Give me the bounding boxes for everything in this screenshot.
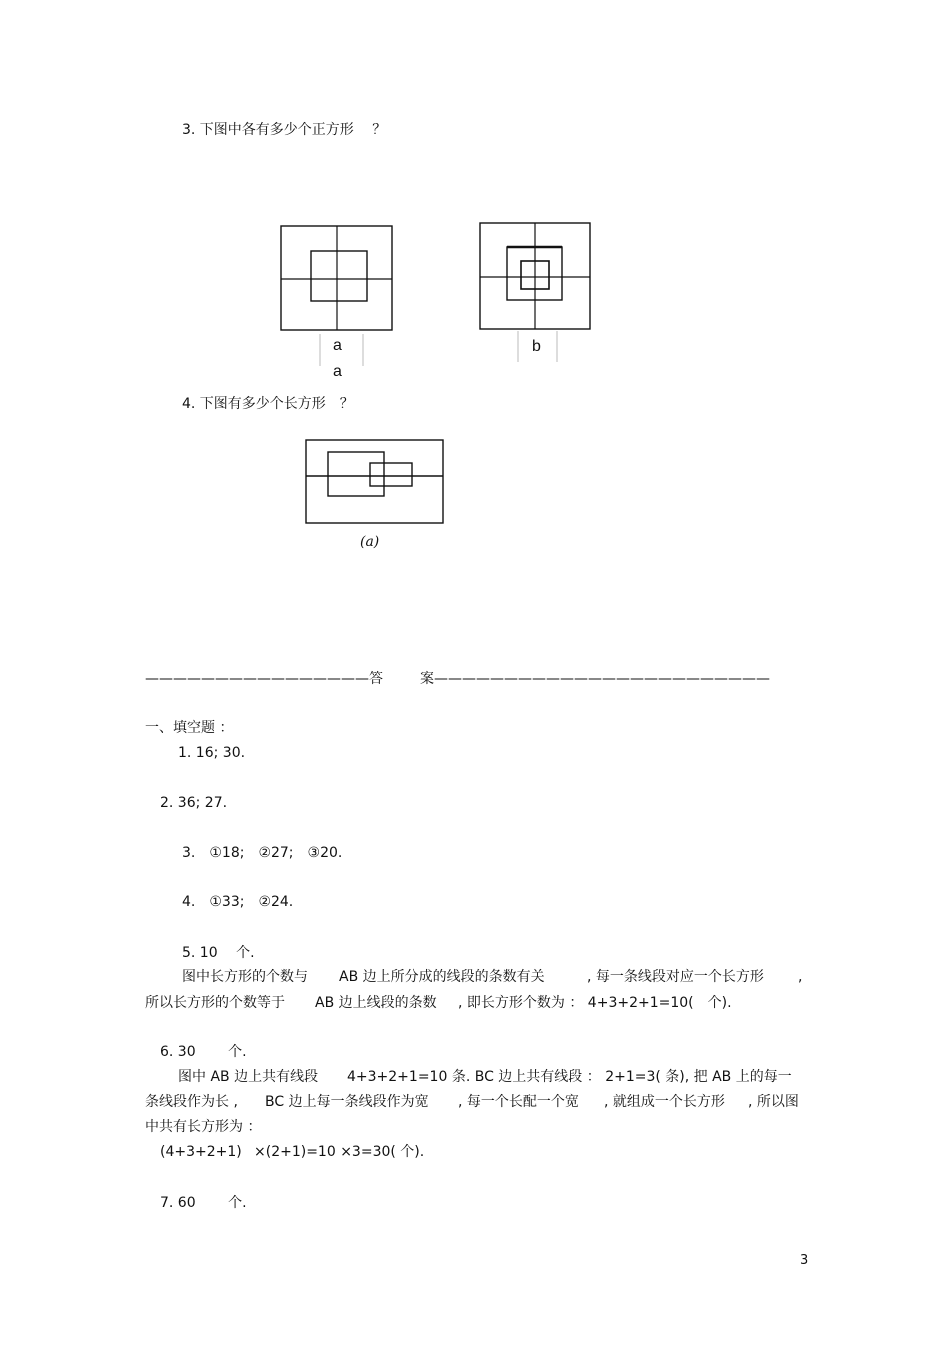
fig-c-left-rectangle xyxy=(328,452,384,496)
answer-2: 2. 36; 27. xyxy=(160,795,228,811)
answer-5-explanation-1d: , xyxy=(798,969,803,985)
answer-1: 1. 16; 30. xyxy=(178,745,246,761)
answer-5-explanation-1a: 图中长方形的个数与 xyxy=(182,969,308,985)
fig-a-label-repeat: a xyxy=(333,363,342,380)
fig-a-inner-square xyxy=(311,251,367,301)
answer-6-explanation-1a: 图中 AB 边上共有线段 xyxy=(178,1069,319,1085)
answer-6-explanation-2e: , 所以图 xyxy=(748,1094,799,1110)
answer-6-explanation-1b: 4+3+2+1=10 条. BC 边上共有线段 ： 2+1=3( 条), 把 AB 上的每一 xyxy=(347,1069,792,1085)
fig-c-right-rectangle xyxy=(370,463,412,486)
answer-7: 7. 60 个. xyxy=(160,1195,247,1211)
answer-5: 5. 10 个. xyxy=(182,945,255,961)
answer-5-explanation-2a: 所以长方形的个数等于 xyxy=(145,995,285,1011)
answer-6-explanation-2c: , 每一个长配一个宽 xyxy=(458,1094,579,1110)
fig-c-caption: (a) xyxy=(360,534,380,550)
question-4: 4. 下图有多少个长方形 ？ xyxy=(182,396,354,412)
answer-6-explanation-2a: 条线段作为长 , xyxy=(145,1094,238,1110)
answer-6-explanation-2d: , 就组成一个长方形 xyxy=(604,1094,725,1110)
answer-5-explanation-2b: AB 边上线段的条数 xyxy=(315,995,437,1011)
answer-6: 6. 30 个. xyxy=(160,1044,247,1060)
answer-6-explanation-3: 中共有长方形为 ： xyxy=(145,1119,262,1135)
fig-b-label: b xyxy=(532,338,541,355)
answer-5-explanation-1c: , 每一条线段对应一个长方形 xyxy=(587,969,764,985)
fig-a-label: a xyxy=(333,337,342,354)
answer-divider-left: ————————————————答 xyxy=(145,671,383,687)
answer-4: 4. ①33; ②24. xyxy=(182,894,294,910)
answer-6-explanation-2b: BC 边上每一条线段作为宽 xyxy=(265,1094,429,1110)
section-heading: 一、填空题 ： xyxy=(145,720,234,736)
answer-divider-right: 案———————————————————————— xyxy=(420,671,770,687)
page-number: 3 xyxy=(800,1253,809,1268)
answer-3: 3. ①18; ②27; ③20. xyxy=(182,845,343,861)
answer-5-explanation-1b: AB 边上所分成的线段的条数有关 xyxy=(339,969,545,985)
answer-5-explanation-2c: , 即长方形个数为 ： 4+3+2+1=10( 个). xyxy=(458,995,732,1011)
answer-6-formula-a: (4+3+2+1) xyxy=(160,1144,242,1160)
question-3: 3. 下图中各有多少个正方形 ？ xyxy=(182,122,387,138)
answer-6-formula-b: ×(2+1)=10 ×3=30( 个). xyxy=(254,1144,425,1160)
figure-rectangles xyxy=(304,438,446,526)
